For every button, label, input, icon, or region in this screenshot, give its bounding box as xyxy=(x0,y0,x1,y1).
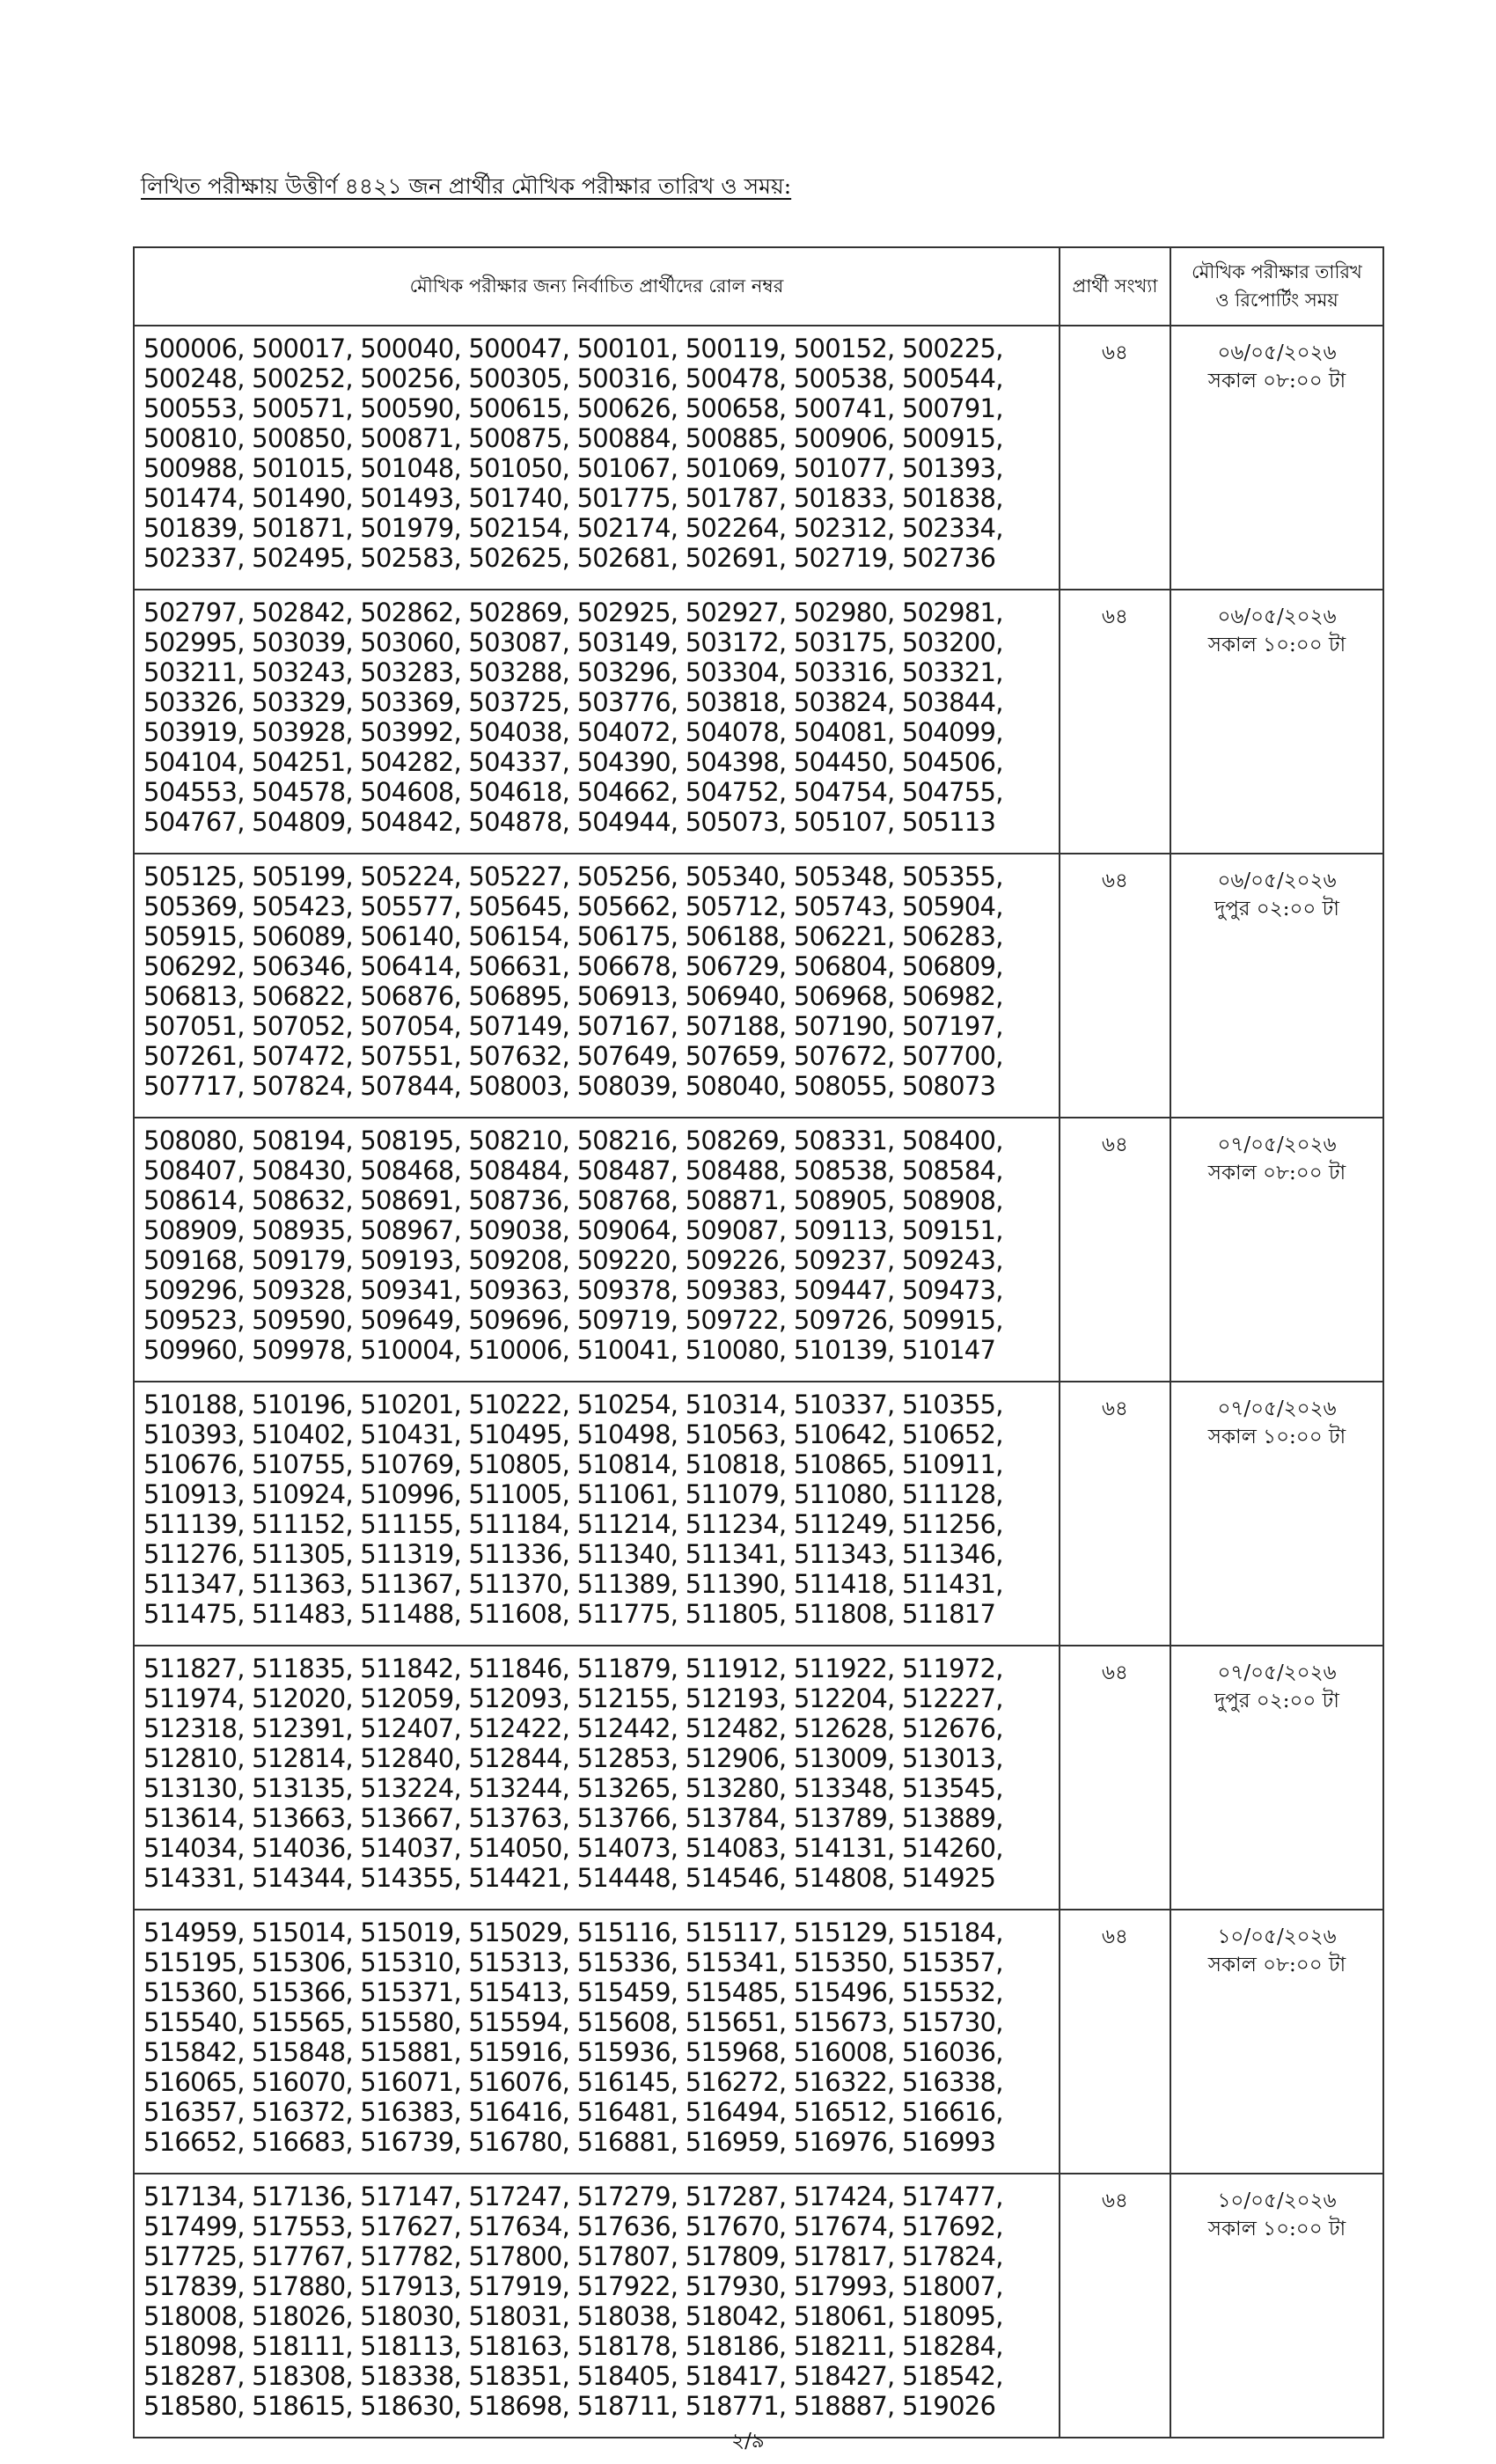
candidate-count-cell: ৬৪ xyxy=(1060,2174,1170,2438)
roll-numbers-line: 503326, 503329, 503369, 503725, 503776, 503818, 503824, 503844, xyxy=(143,687,1003,717)
exam-date: ০৭/০৫/২০২৬ xyxy=(1217,1397,1337,1420)
schedule-cell xyxy=(1170,854,1383,1118)
roll-numbers-line: 513614, 513663, 513667, 513763, 513766, 513784, 513789, 513889, xyxy=(143,1803,1003,1833)
roll-numbers-line: 510676, 510755, 510769, 510805, 510814, 510818, 510865, 510911, xyxy=(143,1449,1003,1479)
reporting-time: দুপুর ০২:০০ টা xyxy=(1214,898,1339,920)
candidate-count-cell: ৬৪ xyxy=(1060,854,1170,1118)
reporting-time: সকাল ১০:০০ টা xyxy=(1207,1426,1346,1448)
roll-numbers-line: 514959, 515014, 515019, 515029, 515116, 515117, 515129, 515184, xyxy=(143,1918,1003,1947)
schedule-cell xyxy=(1170,1382,1383,1646)
reporting-time: সকাল ১০:০০ টা xyxy=(1207,2218,1346,2240)
roll-numbers-cell xyxy=(134,1382,1060,1646)
viva-schedule-table xyxy=(133,246,1384,2438)
roll-numbers-line: 500006, 500017, 500040, 500047, 500101, 500119, 500152, 500225, xyxy=(143,334,1003,363)
exam-date: ১০/০৫/২০২৬ xyxy=(1217,1925,1337,1948)
table-row xyxy=(134,2174,1383,2438)
table-row xyxy=(134,326,1383,590)
exam-date: ০৬/০৫/২০২৬ xyxy=(1217,605,1337,628)
candidate-count-cell: ৬৪ xyxy=(1060,326,1170,590)
roll-numbers-line: 501474, 501490, 501493, 501740, 501775, 501787, 501833, 501838, xyxy=(143,483,1003,513)
roll-numbers-line: 504553, 504578, 504608, 504618, 504662, 504752, 504754, 504755, xyxy=(143,777,1003,807)
roll-numbers-cell xyxy=(134,1118,1060,1382)
roll-numbers-line: 505125, 505199, 505224, 505227, 505256, 505340, 505348, 505355, xyxy=(143,862,1003,891)
roll-numbers-line: 503919, 503928, 503992, 504038, 504072, 504078, 504081, 504099, xyxy=(143,717,1003,747)
roll-numbers-line: 504104, 504251, 504282, 504337, 504390, 504398, 504450, 504506, xyxy=(143,747,1003,777)
table-row xyxy=(134,854,1383,1118)
roll-numbers-line: 507261, 507472, 507551, 507632, 507649, 507659, 507672, 507700, xyxy=(143,1041,1003,1071)
exam-date: ০৬/০৫/২০২৬ xyxy=(1217,869,1337,892)
table-row xyxy=(134,590,1383,854)
candidate-count-cell: ৬৪ xyxy=(1060,1646,1170,1910)
roll-numbers-line: 509168, 509179, 509193, 509208, 509220, 509226, 509237, 509243, xyxy=(143,1245,1003,1275)
roll-numbers-line: 516065, 516070, 516071, 516076, 516145, 516272, 516322, 516338, xyxy=(143,2067,1003,2097)
roll-numbers-line: 508909, 508935, 508967, 509038, 509064, 509087, 509113, 509151, xyxy=(143,1215,1003,1245)
roll-numbers-line: 500248, 500252, 500256, 500305, 500316, 500478, 500538, 500544, xyxy=(143,363,1003,393)
table-row xyxy=(134,1118,1383,1382)
roll-numbers-line: 508080, 508194, 508195, 508210, 508216, 508269, 508331, 508400, xyxy=(143,1126,1003,1155)
roll-numbers-line: 501839, 501871, 501979, 502154, 502174, 502264, 502312, 502334, xyxy=(143,513,1003,543)
exam-date: ০৭/০৫/২০২৬ xyxy=(1217,1133,1337,1156)
roll-numbers-line: 517839, 517880, 517913, 517919, 517922, 517930, 517993, 518007, xyxy=(143,2271,1003,2301)
roll-numbers-line: 509960, 509978, 510004, 510006, 510041, 510080, 510139, 510147 xyxy=(143,1335,996,1365)
roll-numbers-line: 508407, 508430, 508468, 508484, 508487, 508488, 508538, 508584, xyxy=(143,1155,1003,1185)
roll-numbers-line: 511974, 512020, 512059, 512093, 512155, 512193, 512204, 512227, xyxy=(143,1683,1003,1713)
roll-numbers-line: 518287, 518308, 518338, 518351, 518405, 518417, 518427, 518542, xyxy=(143,2361,1003,2391)
roll-numbers-line: 515360, 515366, 515371, 515413, 515459, 515485, 515496, 515532, xyxy=(143,1977,1003,2007)
roll-numbers-line: 502995, 503039, 503060, 503087, 503149, 503172, 503175, 503200, xyxy=(143,627,1003,657)
roll-numbers-line: 510393, 510402, 510431, 510495, 510498, 510563, 510642, 510652, xyxy=(143,1419,1003,1449)
exam-date: ০৬/০৫/২০২৬ xyxy=(1217,341,1337,364)
roll-numbers-line: 507051, 507052, 507054, 507149, 507167, 507188, 507190, 507197, xyxy=(143,1011,1003,1041)
candidate-count-cell: ৬৪ xyxy=(1060,1910,1170,2174)
roll-numbers-cell xyxy=(134,1910,1060,2174)
header-exam-schedule xyxy=(1170,247,1383,326)
schedule-cell xyxy=(1170,1118,1383,1382)
roll-numbers-line: 518008, 518026, 518030, 518031, 518038, 518042, 518061, 518095, xyxy=(143,2301,1003,2331)
roll-numbers-line: 511347, 511363, 511367, 511370, 511389, 511390, 511418, 511431, xyxy=(143,1569,1003,1599)
roll-numbers-line: 500988, 501015, 501048, 501050, 501067, 501069, 501077, 501393, xyxy=(143,453,1003,483)
roll-numbers-cell xyxy=(134,2174,1060,2438)
roll-numbers-cell xyxy=(134,326,1060,590)
roll-numbers-line: 507717, 507824, 507844, 508003, 508039, 508040, 508055, 508073 xyxy=(143,1071,996,1101)
roll-numbers-line: 511139, 511152, 511155, 511184, 511214, 511234, 511249, 511256, xyxy=(143,1509,1003,1539)
roll-numbers-line: 500810, 500850, 500871, 500875, 500884, 500885, 500906, 500915, xyxy=(143,423,1003,453)
schedule-cell xyxy=(1170,326,1383,590)
exam-date: ০৭/০৫/২০২৬ xyxy=(1217,1661,1337,1684)
header-schedule-line1: মৌখিক পরীক্ষার তারিখ xyxy=(1192,261,1362,282)
roll-numbers-line: 515842, 515848, 515881, 515916, 515936, 515968, 516008, 516036, xyxy=(143,2037,1003,2067)
candidate-count-cell: ৬৪ xyxy=(1060,1382,1170,1646)
roll-numbers-line: 516357, 516372, 516383, 516416, 516481, 516494, 516512, 516616, xyxy=(143,2097,1003,2127)
roll-numbers-line: 514034, 514036, 514037, 514050, 514073, 514083, 514131, 514260, xyxy=(143,1833,1003,1863)
roll-numbers-line: 515195, 515306, 515310, 515313, 515336, 515341, 515350, 515357, xyxy=(143,1947,1003,1977)
reporting-time: সকাল ১০:০০ টা xyxy=(1207,634,1346,656)
roll-numbers-line: 506813, 506822, 506876, 506895, 506913, 506940, 506968, 506982, xyxy=(143,981,1003,1011)
table-row xyxy=(134,1382,1383,1646)
candidate-count-cell: ৬৪ xyxy=(1060,1118,1170,1382)
roll-numbers-line: 500553, 500571, 500590, 500615, 500626, 500658, 500741, 500791, xyxy=(143,393,1003,423)
roll-numbers-line: 517725, 517767, 517782, 517800, 517807, 517809, 517817, 517824, xyxy=(143,2241,1003,2271)
header-schedule-line2: ও রিপোর্টিং সময় xyxy=(1215,289,1338,311)
roll-numbers-line: 502797, 502842, 502862, 502869, 502925, 502927, 502980, 502981, xyxy=(143,598,1003,627)
table-row xyxy=(134,1910,1383,2174)
schedule-cell xyxy=(1170,1646,1383,1910)
page-heading: লিখিত পরীক্ষায় উত্তীর্ণ ৪৪২১ জন প্রার্থীর মৌখিক পরীক্ষার তারিখ ও সময়: xyxy=(141,173,792,199)
roll-numbers-cell xyxy=(134,590,1060,854)
roll-numbers-line: 517499, 517553, 517627, 517634, 517636, 517670, 517674, 517692, xyxy=(143,2211,1003,2241)
roll-numbers-line: 506292, 506346, 506414, 506631, 506678, 506729, 506804, 506809, xyxy=(143,951,1003,981)
table-row xyxy=(134,1646,1383,1910)
roll-numbers-line: 518098, 518111, 518113, 518163, 518178, 518186, 518211, 518284, xyxy=(143,2331,1003,2361)
schedule-cell xyxy=(1170,1910,1383,2174)
roll-numbers-line: 511276, 511305, 511319, 511336, 511340, 511341, 511343, 511346, xyxy=(143,1539,1003,1569)
table-header-row xyxy=(134,247,1383,326)
reporting-time: সকাল ০৮:০০ টা xyxy=(1207,1162,1346,1184)
roll-numbers-line: 511475, 511483, 511488, 511608, 511775, 511805, 511808, 511817 xyxy=(143,1599,996,1629)
roll-numbers-line: 503211, 503243, 503283, 503288, 503296, 503304, 503316, 503321, xyxy=(143,657,1003,687)
page-number: ২/৯ xyxy=(731,2430,765,2453)
roll-numbers-line: 515540, 515565, 515580, 515594, 515608, 515651, 515673, 515730, xyxy=(143,2007,1003,2037)
roll-numbers-line: 511827, 511835, 511842, 511846, 511879, 511912, 511922, 511972, xyxy=(143,1654,1003,1683)
table-body xyxy=(134,326,1383,2438)
roll-numbers-line: 518580, 518615, 518630, 518698, 518711, 518771, 518887, 519026 xyxy=(143,2391,996,2421)
roll-numbers-line: 517134, 517136, 517147, 517247, 517279, 517287, 517424, 517477, xyxy=(143,2182,1003,2211)
roll-numbers-line: 508614, 508632, 508691, 508736, 508768, 508871, 508905, 508908, xyxy=(143,1185,1003,1215)
reporting-time: সকাল ০৮:০০ টা xyxy=(1207,370,1346,392)
reporting-time: সকাল ০৮:০০ টা xyxy=(1207,1954,1346,1976)
schedule-cell xyxy=(1170,590,1383,854)
roll-numbers-line: 512810, 512814, 512840, 512844, 512853, 512906, 513009, 513013, xyxy=(143,1743,1003,1773)
roll-numbers-line: 516652, 516683, 516739, 516780, 516881, 516959, 516976, 516993 xyxy=(143,2127,996,2157)
roll-numbers-cell xyxy=(134,854,1060,1118)
candidate-count-cell: ৬৪ xyxy=(1060,590,1170,854)
roll-numbers-line: 505369, 505423, 505577, 505645, 505662, 505712, 505743, 505904, xyxy=(143,891,1003,921)
header-candidate-count: প্রার্থী সংখ্যা xyxy=(1060,247,1170,326)
roll-numbers-line: 514331, 514344, 514355, 514421, 514448, 514546, 514808, 514925 xyxy=(143,1863,996,1893)
roll-numbers-line: 504767, 504809, 504842, 504878, 504944, 505073, 505107, 505113 xyxy=(143,807,996,837)
roll-numbers-line: 513130, 513135, 513224, 513244, 513265, 513280, 513348, 513545, xyxy=(143,1773,1003,1803)
exam-date: ১০/০৫/২০২৬ xyxy=(1217,2189,1337,2212)
roll-numbers-line: 512318, 512391, 512407, 512422, 512442, 512482, 512628, 512676, xyxy=(143,1713,1003,1743)
roll-numbers-line: 502337, 502495, 502583, 502625, 502681, 502691, 502719, 502736 xyxy=(143,543,996,573)
roll-numbers-line: 509296, 509328, 509341, 509363, 509378, 509383, 509447, 509473, xyxy=(143,1275,1003,1305)
roll-numbers-line: 505915, 506089, 506140, 506154, 506175, 506188, 506221, 506283, xyxy=(143,921,1003,951)
roll-numbers-cell xyxy=(134,1646,1060,1910)
roll-numbers-line: 509523, 509590, 509649, 509696, 509719, 509722, 509726, 509915, xyxy=(143,1305,1003,1335)
roll-numbers-line: 510913, 510924, 510996, 511005, 511061, 511079, 511080, 511128, xyxy=(143,1479,1003,1509)
reporting-time: দুপুর ০২:০০ টা xyxy=(1214,1690,1339,1712)
schedule-cell xyxy=(1170,2174,1383,2438)
header-roll-numbers: মৌখিক পরীক্ষার জন্য নির্বাচিত প্রার্থীদের রোল নম্বর xyxy=(134,247,1060,326)
roll-numbers-line: 510188, 510196, 510201, 510222, 510254, 510314, 510337, 510355, xyxy=(143,1390,1003,1419)
